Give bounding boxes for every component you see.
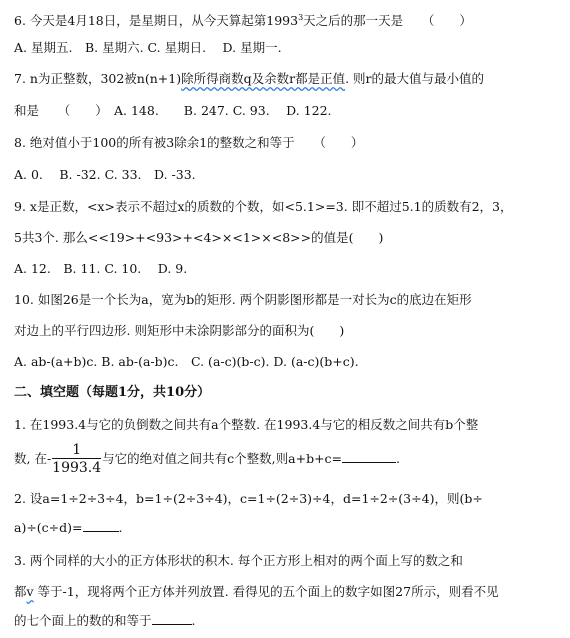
f3-line3-b: . — [191, 613, 196, 628]
q7-line1 — [14, 70, 484, 88]
f3-line3 — [14, 612, 196, 630]
f1-line2-a: 数, 在- — [14, 451, 52, 466]
q6-stem — [14, 9, 472, 30]
q10-line1: 10. 如图26是一个长为a，宽为b的矩形. 两个阴影图形都是一对长为c的底边在矩形 — [14, 292, 472, 307]
f1-fraction-numerator: 1 — [52, 442, 101, 459]
q9-options: A. 12. B. 11. C. 10. D. 9. — [14, 261, 188, 276]
q6-stem-b: 天之后的那一天是 （ ） — [303, 13, 472, 29]
f3-line3-a: 的七个面上的数的和等于 — [14, 613, 152, 628]
f1-line2 — [14, 438, 400, 480]
q10-options: A. ab-(a+b)c. B. ab-(a-b)c. C. (a-c)(b-c). D. (a-c)(b+c). — [14, 354, 359, 369]
q10-line2: 对边上的平行四边形. 则矩形中未涂阴影部分的面积为( ) — [14, 323, 345, 338]
q6-stem-a: 6. 今天是4月18日，是星期日，从今天算起第1993 — [14, 13, 299, 29]
f1-line2-c: . — [396, 451, 401, 466]
q9-line2: 5共3个. 那么<<19>+<93>+<4>×<1>×<8>>的值是( ) — [14, 230, 384, 245]
f1-line1: 1. 在1993.4与它的负倒数之间共有a个整数. 在1993.4与它的相反数之间共有b个整 — [14, 417, 479, 432]
f1-line2-b: 与它的绝对值之间共有c个整数,则a+b+c= — [102, 451, 343, 466]
f1-answer-blank[interactable] — [342, 450, 396, 463]
q7-underlined-phrase: 除所得商数q及余数r都是正值 — [181, 71, 346, 86]
f1-fraction — [52, 442, 101, 477]
f2-line2-a: a)÷(c÷d)= — [14, 520, 83, 535]
f3-line2-b: 等于-1，现将两个正方体并列放置. 看得见的五个面上的数字如图27所示，则看不见 — [33, 584, 499, 599]
section2-heading: 二、填空题（每题1分，共10分） — [14, 385, 211, 400]
f3-underlined-mark: v — [26, 584, 34, 599]
q7-line1-b: . 则r的最大值与最小值的 — [345, 71, 485, 86]
q8-stem: 8. 绝对值小于100的所有被3除余1的整数之和等于 （ ） — [14, 135, 364, 150]
f2-line2 — [14, 519, 123, 537]
f2-answer-blank[interactable] — [83, 519, 119, 532]
q7-line1-a: 7. n为正整数，302被n(n+1) — [14, 71, 182, 86]
q6-stem-exponent: 3 — [298, 13, 304, 22]
f1-fraction-denominator: 1993.4 — [52, 460, 102, 476]
f3-line1: 3. 两个同样的大小的正方体形状的积木. 每个正方形上相对的两个面上写的数之和 — [14, 553, 463, 568]
f3-answer-blank[interactable] — [152, 612, 192, 625]
q7-line2: 和是 （ ） A. 148. B. 247. C. 93. D. 122. — [14, 103, 332, 118]
q9-line1: 9. x是正数，<x>表示不超过x的质数的个数，如<5.1>=3. 即不超过5.1的质数有2，3， — [14, 199, 513, 214]
q8-options: A. 0. B. -32. C. 33. D. -33. — [14, 167, 196, 182]
f2-line2-b: . — [118, 520, 123, 535]
f3-line2-a: 都 — [14, 584, 27, 599]
q6-options: A. 星期五. B. 星期六. C. 星期日. D. 星期一. — [14, 40, 282, 55]
f3-line2 — [14, 583, 499, 601]
f2-line1: 2. 设a=1÷2÷3÷4，b=1÷(2÷3÷4)，c=1÷(2÷3)÷4，d=1÷2÷(3÷4)，则(b÷ — [14, 491, 483, 506]
